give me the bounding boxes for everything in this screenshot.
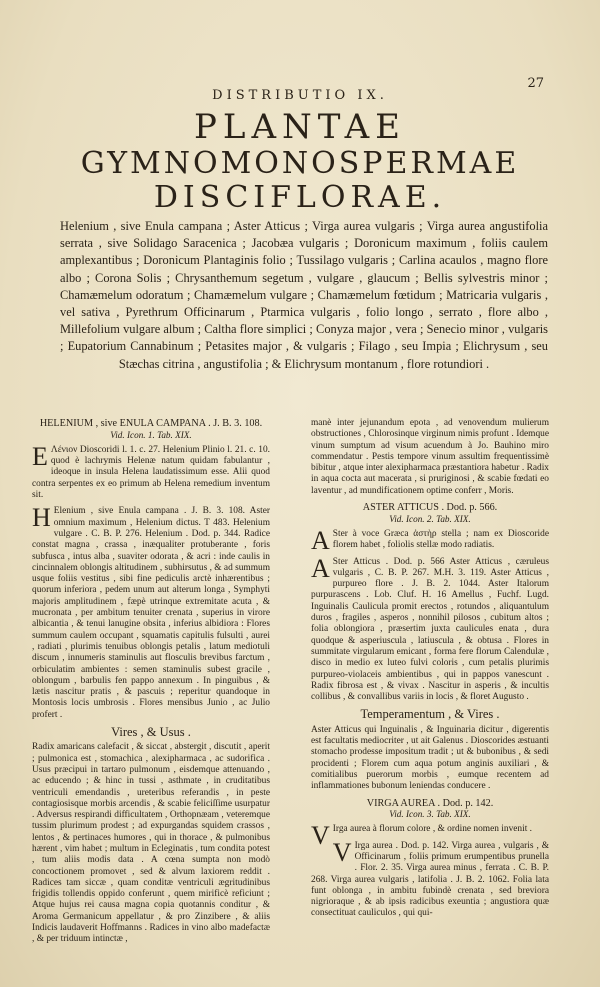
etymology-paragraph: E Λένιον Dioscoridi l. 1. c. 27. Helenium Plinio l. 21. c. 10. quod è lachrymis Helenæ natum quidam fabulantur , ideoque in insula Helena laudatissimum esse. Alii quod contra serpentes ex eo primum ab Helena remedium inventum sit.: [32, 441, 270, 501]
entry-figure-ref: Vid. Icon. 1. Tab. XIX.: [110, 429, 192, 440]
entry-heading-virga-aurea: VIRGA AUREA . Dod. p. 142.: [366, 797, 494, 809]
entry-figure-ref: Vid. Icon. 2. Tab. XIX.: [389, 513, 471, 524]
section-heading-vires: Vires , & Usus .: [111, 725, 191, 740]
entry-heading-helenium: HELENIUM , sive ENULA CAMPANA . J. B. 3. 108.: [39, 418, 263, 429]
temperament-paragraph: Aster Atticus qui Inguinalis , & Inguinaria dicitur , digerentis est facultatis mediocriter , ut ait Galenus . Dioscorides æstuanti stomacho prodesse impositum tradit ; ut & bubonibus , & sedi procidenti ; Florem cum aqua potum anginis auxiliari , & comitialibus puerorum morbis , eumque recentem ad inflammationes bubonum leniendas conducere .: [311, 724, 549, 792]
drop-cap: V: [311, 821, 330, 851]
right-column: [311, 418, 549, 925]
drop-cap: A: [311, 553, 330, 583]
entry-figure-ref: Vid. Icon. 3. Tab. XIX.: [389, 809, 471, 820]
virtues-paragraph: Radix amaricans calefacit , & siccat , abstergit , discutit , aperit ; pulmonica est , stomachica , alexipharmaca , ac sudorifica . Usus præcipui in tartaro pulmonum , eisdemque attenuando , ac educendo ; & hinc in tussi , asthmate , in cruditatibus ventriculi emendandis , ureteribus referandis , in peste contagiosisque morbis arcendis , & scabie feliciſſime usurpatur . Adversus respirandi difficultatem , Orthopnæam , veteremque tussim plurimum prodest ; ad expurgandas squidem crassos , lentos , & pertinaces humores , qui in thorace , & pulmonibus hærent , vim habet ; multum in Ecleginatis , tum condita potest , tum aliis modis data . A cœna sumpta non modò concoctionem promovet , sed & alvum laxiorem reddit . Radices tam siccæ , quam conditæ ventriculi ægritudinibus frigidis tollendis oppido conferunt , quem mirificè reficiunt ; Atque hujus rei causa magna copia quotannis conditur , & Aroma Germanicum appellatur , & pro Zinzibere , & aliis Indicis laudaverit Hoffmanns . Radices in vino albo madefactæ , & per triduum intinctæ ,: [32, 742, 270, 945]
drop-cap: A: [311, 525, 330, 555]
title-line-1: PLANTAE: [194, 107, 406, 147]
continued-paragraph: manè inter jejunandum epota , ad venovendum mulierum obstructiones , Chlorosinque virginum nimis profunt . Idemque vinum sumptum ad visum acuendum à Jo. Bauhino miro commendatur . Pestis tempore vinum assultim frequentissimè bibitur , atque inter alexipharmaca præstantiora habetur . Radix in aqua cocta aut macerata , si pruriginosi , & scabie fœdati eo laventur , ad mundificationem optime conferr , Moris.: [311, 418, 549, 496]
description-paragraph: H Elenium , sive Enula campana . J. B. 3. 108. Aster omnium maximum , Helenium dictus. T 483. Helenium vulgare . C. B. P. 276. Helenium . Dod. p. 344. Radice constat magna , crassa , inæqualiter protuberante , foris subfusca , intus alba , suaviter odorata , & acri : inde caulis in cincinnalem oblongis altitudinem , subhirsutus , & ad summum usque foliis vestitus , sibi fine pediculis arctè inhærentibus ; quorum inferiora , pedem unum aut alterum longa , Symphyti majoris amplitudinem , fæpè utrinque extremitate acuta , & mucronata , per ambitum tenuiter crenata , superius in virore albicantia , & tenui lanugine obsita , inferius albidiora : Flores summum caulem occupant , squamatis capitulis fulsulti , aurei , radiati , plurimis tenuibus oblongis petalis , latum mediotuli discum , innumeris staminulis aut flosculis brevibus farctum , orbiculatim ambientes : semen staminulis subest gracile , oblongum , barbulis fen pappo annexum . In pinguibus , & lætis nascitur pratis , & pascuis ; reperitur quandoque in Montosis locis umbrosis . Flores mensibus Junio , ac Julio profert .: [32, 503, 271, 720]
etymology-paragraph: A Ster à voce Græca ἀστὴρ stella ; nam ex Dioscoride florem habet , foliolis stellæ modo radiatis.: [311, 525, 549, 555]
running-head: DISTRIBUTIO IX.: [212, 88, 388, 103]
left-column: [32, 418, 270, 951]
drop-cap: V: [332, 837, 352, 867]
page-number: 27: [527, 76, 544, 91]
drop-cap: H: [32, 503, 51, 533]
description-paragraph: A Ster Atticus . Dod. p. 566 Aster Atticus , cæruleus vulgaris , C. B. P. 267. M.H. 3. 119. Aster Atticus , purpureo flore . J. B. 2. 1044. Aster Italorum purpurascens . Lob. Cluf. H. 16 Amellus , Fuchf. Lugd. Inguinalis Caulicula promit erectos , rotundos , aliquantulum duros , fragiles , asperos , nonnihil pilosos , cubitum altos ; folia oblongiora , præsertim juxta caulicules enata , dura quodque & asperiuscula , latiuscula , & obtusa . Flores in summitate virgularum emicant , forma fere florum Calendulæ , disco in medio ex luteo fulvi coloris , cum petalis plurimis purpureo-violaceis ambientibus , qui in pappos vanescunt . Radix fibrosa est , & vivax . Nascitur in asperis , & incultis collibus , & convallibus variis in locis , & floret Augusto .: [311, 553, 549, 703]
section-heading-temperamentum: Temperamentum , & Vires .: [360, 707, 500, 722]
title-line-3: DISCIFLORAE.: [153, 180, 447, 215]
drop-cap: E: [32, 441, 48, 471]
description-paragraph: V Irga aurea . Dod. p. 142. Virga aurea , vulgaris , & Officinarum , foliis primum erumpentibus prunella . Flor. 2. 35. Virga aurea minus , ferrata . C. B. P. 268. Virga aurea vulgaris , latifolia . J. B. 2. 1062. Folia lata funt oblonga , in ambitu fubindè crenata , sed breviora nigrioraque , & ab ipsis radicibus exeuntia ; angustiora quæ consectituat cauliculos , qui qui-: [311, 837, 549, 919]
etymology-paragraph: V Irga aurea à florum colore , & ordine nomen invenit .: [311, 821, 533, 851]
entry-heading-aster: ASTER ATTICUS . Dod. p. 566.: [362, 502, 498, 514]
intro-paragraph: Helenium , sive Enula campana ; Aster Atticus ; Virga aurea vulgaris ; Virga aurea angustifolia serrata , sive Solidago Saracenica ; Jacobæa vulgaris ; Doronicum maximum , foliis caulem amplexantibus ; Doronicum Plantaginis folio ; Tussilago vulgaris ; Carlina acaulos , magno flore albo ; Corona Solis ; Chrysanthemum segetum , vulgare , glaucum ; Bellis sylvestris minor ; Chamæmelum odoratum ; Chamæmelum vulgare ; Chamæmelum fœtidum ; Matricaria vulgaris , vel sativa , Pyrethrum Officinarum , Ptarmica vulgaris , folio longo , serrato , flore albo , Millefolium vulgare album ; Caltha flore simplici ; Conyza major , vera ; Senecio minor , vulgaris ; Eupatorium Cannabinum ; Petasites major , & vulgaris ; Filago , seu Impia ; Elichrysum , seu Stæchas citrina , angustifolia ; & Elichrysum montanum , flore rotundiori .: [60, 219, 548, 371]
title-line-2: GYMNOMONOSPERMAE: [80, 146, 520, 181]
